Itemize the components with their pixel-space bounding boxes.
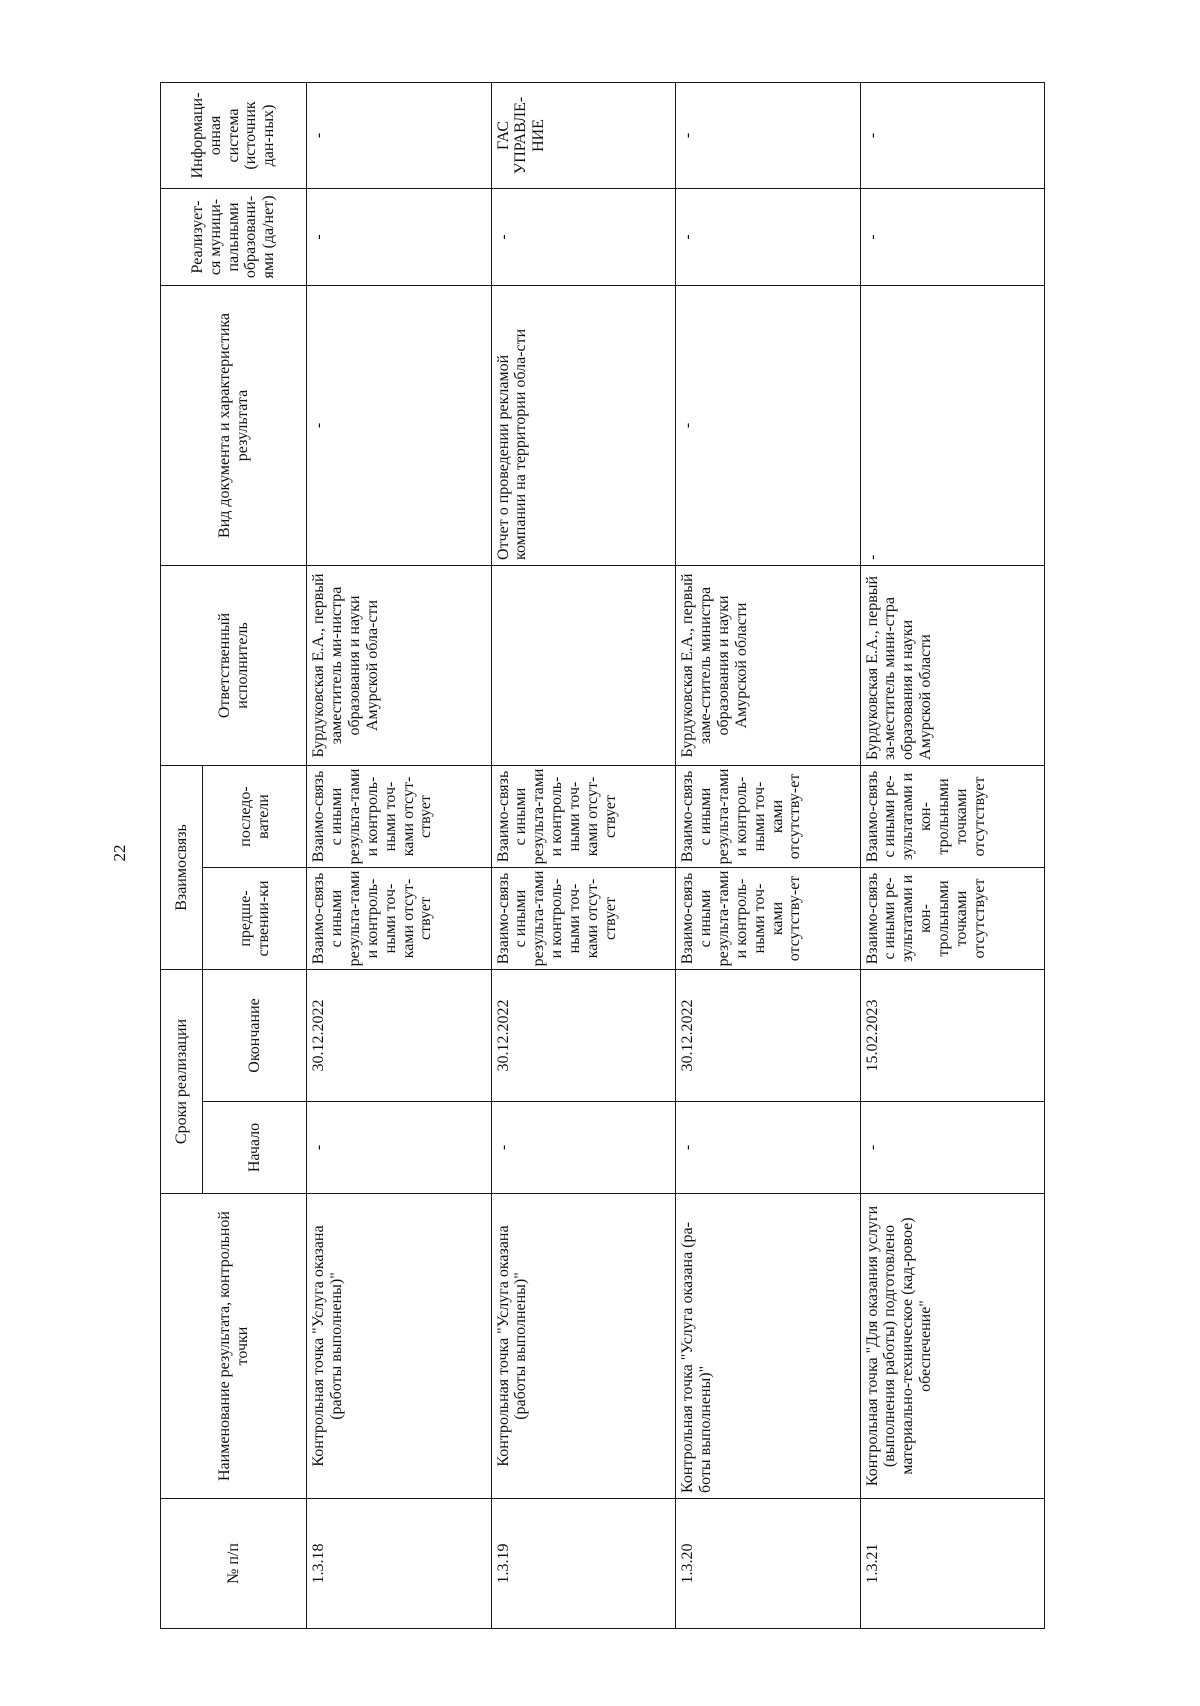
cell-info-system: - <box>860 82 1045 188</box>
cell-successors: Взаимо-связь с иными результа-тами и контроль-ными точ-ками отсут-ствует <box>491 765 676 867</box>
cell-end: 30.12.2022 <box>491 969 676 1101</box>
header-municipal: Реализует-ся муници-пальными образовани-ями (да/нет) <box>161 188 307 285</box>
cell-doc-type: - <box>307 285 492 565</box>
cell-doc-type: Отчет о проведении рекламой компании на территории обла-сти <box>491 285 676 565</box>
cell-info-system: - <box>307 82 492 188</box>
cell-name: Контрольная точка "Услуга оказана (работы выполнены)" <box>491 1194 676 1499</box>
table-container <box>160 83 1045 1629</box>
cell-responsible <box>491 565 676 765</box>
header-responsible: Ответственный исполнитель <box>161 565 307 765</box>
cell-successors: Взаимо-связь с иными результа-тами и контроль-ными точ-ками отсут-ствует <box>307 765 492 867</box>
header-relation: Взаимосвязь <box>161 765 203 969</box>
page-number: 22 <box>110 844 129 862</box>
cell-num: 1.3.20 <box>676 1499 861 1629</box>
cell-end: 30.12.2022 <box>676 969 861 1101</box>
cell-num: 1.3.19 <box>491 1499 676 1629</box>
cell-predecessors: Взаимо-связь с иными результа-тами и контроль-ными точ-ками отсут-ствует <box>307 867 492 969</box>
table-row <box>676 82 861 1628</box>
cell-num: 1.3.18 <box>307 1499 492 1629</box>
cell-name: Контрольная точка "Услуга оказана (ра-боты выполнены)" <box>676 1194 861 1499</box>
cell-start: - <box>860 1102 1045 1194</box>
header-name: Наименование результата, контрольной точки <box>161 1194 307 1499</box>
header-successors: последо-ватели <box>203 765 307 867</box>
cell-successors: Взаимо-связь с иными результа-тами и контроль-ными точ-ками отсутству-ет <box>676 765 861 867</box>
table-row <box>491 82 676 1628</box>
table-row <box>307 82 492 1628</box>
cell-predecessors: Взаимо-связь с иными результа-тами и контроль-ными точ-ками отсутству-ет <box>676 867 861 969</box>
cell-end: 15.02.2023 <box>860 969 1045 1101</box>
cell-responsible: Бурдуковская Е.А., первый заме-ститель министра образования и науки Амурской области <box>676 565 861 765</box>
cell-start: - <box>307 1102 492 1194</box>
header-predecessors: предше-ствении-ки <box>203 867 307 969</box>
cell-start: - <box>676 1102 861 1194</box>
header-row-top <box>161 82 203 1628</box>
cell-num: 1.3.21 <box>860 1499 1045 1629</box>
cell-successors: Взаимо-связь с иными ре-зультатами и кон-трольными точками отсутствует <box>860 765 1045 867</box>
cell-municipal: - <box>307 188 492 285</box>
cell-municipal: - <box>491 188 676 285</box>
header-doc-type: Вид документа и характеристика результата <box>161 285 307 565</box>
header-end: Окончание <box>203 969 307 1101</box>
cell-name: Контрольная точка "Для оказания услуги (выполнения работы) подготовлено материально-техническое (кад-ровое) обеспечение" <box>860 1194 1045 1499</box>
header-start: Начало <box>203 1102 307 1194</box>
control-points-table <box>160 82 1045 1629</box>
cell-responsible: Бурдуковская Е.А., первый за-меститель мини-стра образования и науки Амурской области <box>860 565 1045 765</box>
cell-info-system: - <box>676 82 861 188</box>
table-row <box>860 82 1045 1628</box>
cell-municipal: - <box>676 188 861 285</box>
cell-end: 30.12.2022 <box>307 969 492 1101</box>
cell-municipal: - <box>860 188 1045 285</box>
cell-doc-type: - <box>676 285 861 565</box>
cell-doc-type: - <box>860 285 1045 565</box>
cell-start: - <box>491 1102 676 1194</box>
cell-predecessors: Взаимо-связь с иными ре-зультатами и кон-трольными точками отсутствует <box>860 867 1045 969</box>
header-info-system: Информаци-онная система (источник дан-ных) <box>161 82 307 188</box>
cell-responsible: Бурдуковская Е.А., первый заместитель ми-нистра образования и науки Амурской обла-сти <box>307 565 492 765</box>
cell-predecessors: Взаимо-связь с иными результа-тами и контроль-ными точ-ками отсут-ствует <box>491 867 676 969</box>
cell-name: Контрольная точка "Услуга оказана (работы выполнены)" <box>307 1194 492 1499</box>
cell-info-system: ГАС УПРАВЛЕ-НИЕ <box>491 82 676 188</box>
header-terms: Сроки реализации <box>161 969 203 1193</box>
header-num: № п/п <box>161 1499 307 1629</box>
